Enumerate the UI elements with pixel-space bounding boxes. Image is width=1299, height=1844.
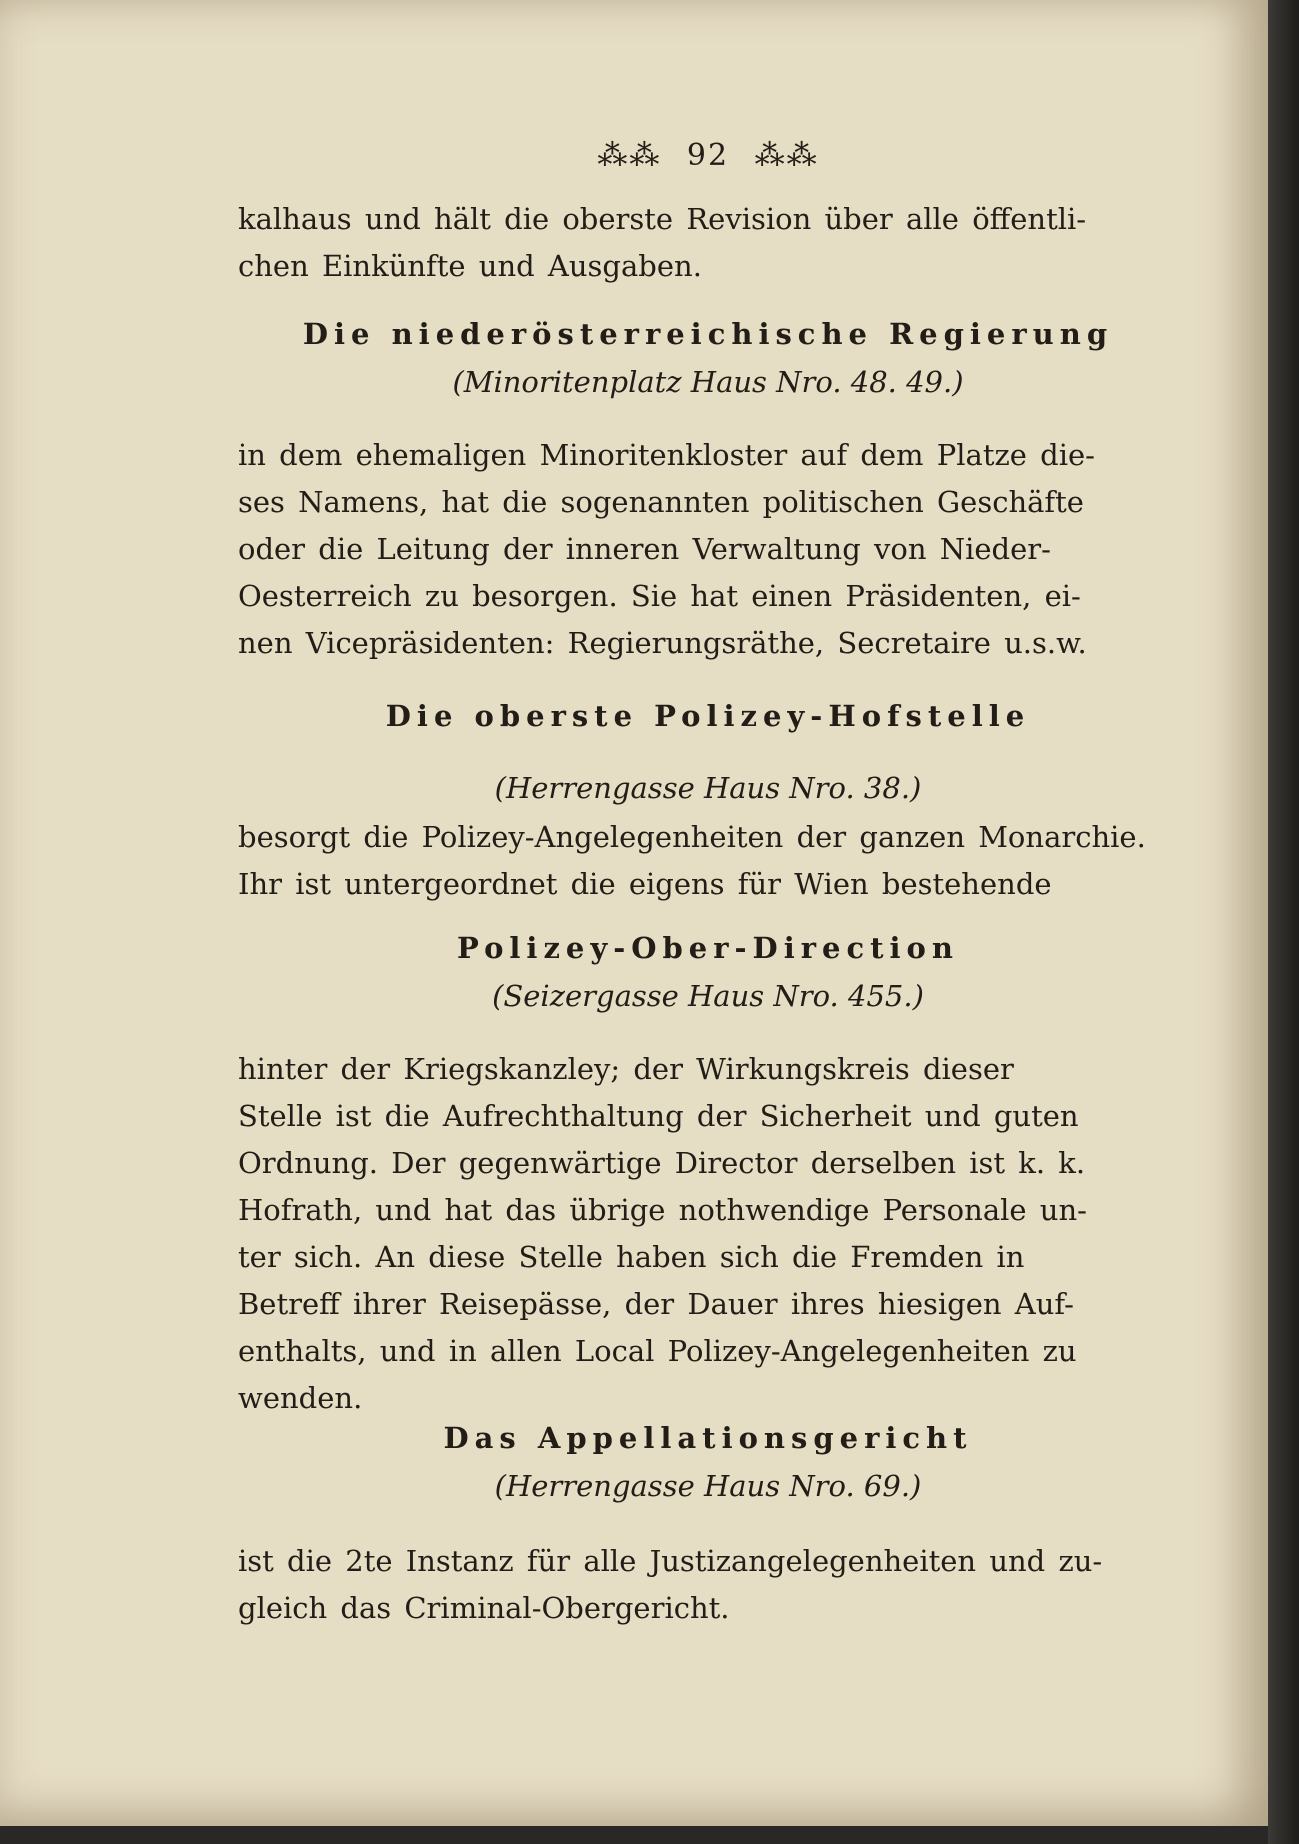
paragraph-3 — [238, 814, 1178, 908]
text-line: ist die 2te Instanz für alle Justizangelegenheiten und zu- — [238, 1544, 1103, 1578]
text-line: Hofrath, und hat das übrige nothwendige Personale un- — [238, 1193, 1087, 1227]
text-line: Ordnung. Der gegenwärtige Director derselben ist k. k. — [238, 1146, 1086, 1180]
text-line: ter sich. An diese Stelle haben sich die Fremden in — [238, 1240, 1025, 1274]
paragraph-5 — [238, 1538, 1178, 1632]
text-line: Stelle ist die Aufrechthaltung der Sicherheit und guten — [238, 1099, 1079, 1133]
text-line: kalhaus und hält die oberste Revision über alle öffentli- — [238, 202, 1087, 236]
paragraph-4 — [238, 1046, 1178, 1422]
header-ornament-left: ⁂⁂ — [597, 138, 662, 173]
heading-polizey-hofstelle: Die oberste Polizey-Hofstelle — [385, 699, 1031, 733]
text-line: ses Namens, hat die sogenannten politischen Geschäfte — [238, 485, 1084, 519]
text-line: chen Einkünfte und Ausgaben. — [238, 249, 702, 283]
text-line: oder die Leitung der inneren Verwaltung von Nieder- — [238, 532, 1051, 566]
page-bottom-edge — [0, 1826, 1268, 1844]
address-polizey-ober-direction: (Seizergasse Haus Nro. 455.) — [492, 979, 924, 1013]
book-gutter — [1268, 0, 1299, 1844]
heading-appellationsgericht: Das Appellationsgericht — [443, 1421, 973, 1455]
text-line: wenden. — [238, 1381, 363, 1415]
text-line: besorgt die Polizey-Angelegenheiten der ganzen Monarchie. — [238, 820, 1146, 854]
address-polizey-hofstelle: (Herrengasse Haus Nro. 38.) — [494, 771, 922, 805]
address-appellationsgericht: (Herrengasse Haus Nro. 69.) — [494, 1469, 922, 1503]
heading-regierung: Die niederösterreichische Regierung — [302, 317, 1114, 351]
text-line: enthalts, und in allen Local Polizey-Angelegenheiten zu — [238, 1334, 1077, 1368]
heading-polizey-ober-direction: Polizey-Ober-Direction — [457, 931, 959, 965]
text-line: gleich das Criminal-Obergericht. — [238, 1591, 730, 1625]
text-line: Oesterreich zu besorgen. Sie hat einen Präsidenten, ei- — [238, 579, 1081, 613]
text-line: nen Vicepräsidenten: Regierungsräthe, Secretaire u.s.w. — [238, 626, 1087, 660]
page-number: 92 — [686, 138, 730, 173]
text-line: Ihr ist untergeordnet die eigens für Wien bestehende — [238, 867, 1052, 901]
paragraph-2 — [238, 432, 1178, 667]
address-regierung: (Minoritenplatz Haus Nro. 48. 49.) — [452, 365, 964, 399]
text-line: Betreff ihrer Reisepässe, der Dauer ihres hiesigen Auf- — [238, 1287, 1074, 1321]
page-header — [238, 138, 1178, 173]
text-line: hinter der Kriegskanzley; der Wirkungskreis dieser — [238, 1052, 1014, 1086]
paragraph-1 — [238, 196, 1178, 290]
text-line: in dem ehemaligen Minoritenkloster auf dem Platze die- — [238, 438, 1095, 472]
header-ornament-right: ⁂⁂ — [754, 138, 819, 173]
